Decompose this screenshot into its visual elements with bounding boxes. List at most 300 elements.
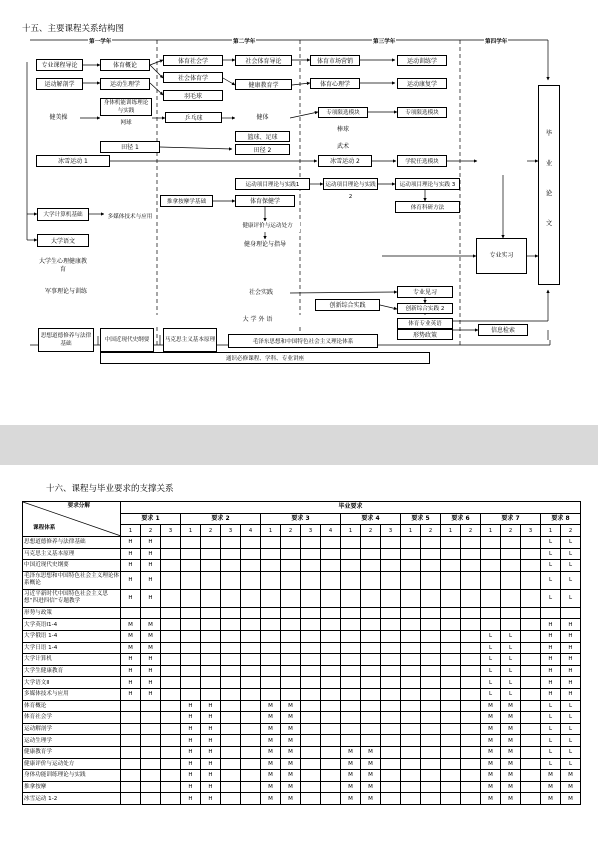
support-level xyxy=(221,548,241,560)
support-level xyxy=(241,723,261,735)
support-level: L xyxy=(541,571,561,589)
support-level xyxy=(521,746,541,758)
support-level xyxy=(521,700,541,712)
support-level xyxy=(521,781,541,793)
support-level xyxy=(481,548,501,560)
support-level xyxy=(241,619,261,631)
support-level xyxy=(361,589,381,607)
support-level: L xyxy=(501,630,521,642)
box-bingxue2: 冰雪运动 2 xyxy=(318,155,372,167)
graduation-requirements-header: 毕业要求 xyxy=(121,502,581,514)
support-level xyxy=(341,677,361,689)
support-level xyxy=(221,571,241,589)
support-level xyxy=(421,770,441,782)
support-level xyxy=(461,700,481,712)
support-level xyxy=(241,560,261,572)
support-level xyxy=(441,793,461,805)
support-level xyxy=(401,571,421,589)
support-level xyxy=(241,589,261,607)
requirement-sub: 1 xyxy=(341,525,361,537)
box-tiyu-yingyu: 体育专业英语 xyxy=(397,318,453,329)
table-row xyxy=(23,770,581,782)
support-level xyxy=(281,589,301,607)
support-level xyxy=(521,548,541,560)
support-level xyxy=(141,781,161,793)
box-jiankang-jiaoyu: 健康教育学 xyxy=(235,79,292,90)
support-level xyxy=(181,619,201,631)
support-level xyxy=(321,654,341,666)
support-level xyxy=(161,735,181,747)
support-level: H xyxy=(141,571,161,589)
support-level xyxy=(161,548,181,560)
support-level xyxy=(201,677,221,689)
support-level xyxy=(521,793,541,805)
support-level xyxy=(361,688,381,700)
support-level: H xyxy=(121,688,141,700)
support-level xyxy=(441,619,461,631)
course-name: 中国近现代史纲要 xyxy=(23,560,121,572)
box-wangqiu: 网球 xyxy=(100,118,152,128)
support-level xyxy=(361,560,381,572)
support-level xyxy=(341,589,361,607)
support-level xyxy=(461,781,481,793)
support-level xyxy=(161,654,181,666)
support-level xyxy=(161,589,181,607)
box-tiyu-gailun: 体育概论 xyxy=(100,59,150,71)
table-row xyxy=(23,619,581,631)
support-level xyxy=(241,537,261,549)
support-level: M xyxy=(261,746,281,758)
support-level xyxy=(421,688,441,700)
support-level: L xyxy=(481,677,501,689)
support-level xyxy=(301,688,321,700)
support-level xyxy=(301,770,321,782)
box-tiyu-shehuixue: 体育社会学 xyxy=(163,55,223,66)
support-level xyxy=(241,630,261,642)
support-level xyxy=(241,571,261,589)
support-level xyxy=(261,654,281,666)
support-level xyxy=(401,723,421,735)
support-level xyxy=(501,607,521,619)
support-level xyxy=(341,560,361,572)
support-level xyxy=(321,712,341,724)
support-level xyxy=(301,758,321,770)
support-level xyxy=(421,654,441,666)
support-level xyxy=(401,619,421,631)
support-level xyxy=(241,746,261,758)
support-level xyxy=(401,712,421,724)
box-tiyu-shichang: 体育市场营销 xyxy=(310,55,360,66)
page-gap xyxy=(0,425,598,465)
support-level: M xyxy=(561,781,581,793)
support-level xyxy=(521,735,541,747)
box-chuangxin2: 创新综合实践 2 xyxy=(397,303,453,314)
support-level xyxy=(281,630,301,642)
support-level xyxy=(221,560,241,572)
box-jianmeicao: 健美操 xyxy=(37,112,80,124)
support-level: M xyxy=(481,793,501,805)
requirement-sub: 2 xyxy=(461,525,481,537)
support-level xyxy=(161,619,181,631)
support-level xyxy=(361,642,381,654)
support-level xyxy=(201,548,221,560)
support-level xyxy=(361,607,381,619)
support-level xyxy=(521,770,541,782)
support-level: H xyxy=(201,758,221,770)
support-level: L xyxy=(561,712,581,724)
support-level: M xyxy=(481,770,501,782)
support-level: M xyxy=(361,746,381,758)
support-level xyxy=(321,758,341,770)
support-level xyxy=(321,537,341,549)
support-level: H xyxy=(181,746,201,758)
course-name: 习近平新时代中国特色社会主义思想“四进四信”专题教学 xyxy=(23,589,121,607)
support-level: M xyxy=(541,793,561,805)
box-duomeiti: 多媒体技术与应用 xyxy=(104,208,156,226)
support-level xyxy=(401,537,421,549)
support-level xyxy=(441,677,461,689)
support-level: H xyxy=(541,619,561,631)
support-level xyxy=(381,654,401,666)
support-level: M xyxy=(281,712,301,724)
support-level xyxy=(441,537,461,549)
support-level xyxy=(341,688,361,700)
support-level xyxy=(241,781,261,793)
support-level xyxy=(401,758,421,770)
support-level: M xyxy=(501,793,521,805)
support-level xyxy=(121,758,141,770)
support-level xyxy=(261,537,281,549)
requirement-sub: 2 xyxy=(281,525,301,537)
support-level xyxy=(521,758,541,770)
support-level xyxy=(221,589,241,607)
support-level: L xyxy=(501,642,521,654)
support-level: M xyxy=(341,793,361,805)
support-level xyxy=(421,758,441,770)
box-yundong-shengli: 运动生理学 xyxy=(100,78,150,90)
table-row xyxy=(23,700,581,712)
support-level: L xyxy=(501,688,521,700)
support-level xyxy=(341,537,361,549)
support-level xyxy=(361,619,381,631)
box-zhongguo-jindai: 中国近现代史纲要 xyxy=(100,328,154,352)
box-tianjing2: 田径 2 xyxy=(235,144,290,155)
support-level xyxy=(241,758,261,770)
support-level xyxy=(441,665,461,677)
support-level xyxy=(361,548,381,560)
support-level xyxy=(261,548,281,560)
requirement-group: 要求 4 xyxy=(341,513,401,525)
support-level xyxy=(161,630,181,642)
support-level: L xyxy=(561,700,581,712)
support-level xyxy=(221,781,241,793)
support-level xyxy=(481,589,501,607)
support-level: L xyxy=(541,537,561,549)
support-level xyxy=(161,607,181,619)
table-row xyxy=(23,642,581,654)
support-level xyxy=(241,677,261,689)
support-level xyxy=(281,548,301,560)
requirement-group: 要求 5 xyxy=(401,513,441,525)
support-level: L xyxy=(541,746,561,758)
support-level xyxy=(421,781,441,793)
support-level xyxy=(301,537,321,549)
support-level xyxy=(441,746,461,758)
box-shenti-lilun: 身体机能训练理论与实践 xyxy=(100,98,152,116)
support-level xyxy=(321,642,341,654)
support-level: L xyxy=(481,665,501,677)
support-level: M xyxy=(341,770,361,782)
course-name: 大学生健康教育 xyxy=(23,665,121,677)
box-jianshen: 健体 xyxy=(235,112,290,123)
support-level xyxy=(201,688,221,700)
table-row xyxy=(23,781,581,793)
table-row xyxy=(23,793,581,805)
support-level xyxy=(521,665,541,677)
support-level xyxy=(221,642,241,654)
support-level: L xyxy=(561,560,581,572)
support-level: M xyxy=(261,781,281,793)
support-level xyxy=(121,607,141,619)
support-level: L xyxy=(541,548,561,560)
course-name: 毛泽东思想和中国特色社会主义理论体系概论 xyxy=(23,571,121,589)
support-level xyxy=(521,589,541,607)
support-level: M xyxy=(361,781,381,793)
support-level xyxy=(441,607,461,619)
support-level xyxy=(461,619,481,631)
support-level xyxy=(401,589,421,607)
course-name: 大学英语Ⅰ1-4 xyxy=(23,619,121,631)
support-level: H xyxy=(121,548,141,560)
support-level xyxy=(381,560,401,572)
support-level xyxy=(401,560,421,572)
support-level xyxy=(281,688,301,700)
box-shehui-tiyuxue: 社会体育学 xyxy=(163,72,223,83)
support-level xyxy=(281,560,301,572)
support-level xyxy=(341,654,361,666)
box-junshi: 军事理论与训练 xyxy=(37,285,95,298)
table-row xyxy=(23,758,581,770)
support-level xyxy=(461,665,481,677)
support-level xyxy=(241,770,261,782)
support-level: H xyxy=(181,735,201,747)
support-level: H xyxy=(121,560,141,572)
support-level xyxy=(241,793,261,805)
support-level xyxy=(221,654,241,666)
requirement-sub: 2 xyxy=(361,525,381,537)
support-level xyxy=(221,793,241,805)
requirement-sub: 2 xyxy=(201,525,221,537)
support-level: L xyxy=(541,560,561,572)
support-level xyxy=(321,700,341,712)
support-level xyxy=(321,619,341,631)
support-level xyxy=(381,758,401,770)
support-level xyxy=(441,548,461,560)
box-sixiu: 思想道德修养与法律基础 xyxy=(38,328,94,352)
support-level xyxy=(381,700,401,712)
support-level: L xyxy=(561,548,581,560)
year-label: 第一学年 xyxy=(89,39,112,45)
support-level xyxy=(161,746,181,758)
box-lilun-shijian3: 运动项目理论与实践 3 xyxy=(395,178,460,190)
year-label: 第二学年 xyxy=(233,39,256,45)
support-level: H xyxy=(141,548,161,560)
support-level xyxy=(421,589,441,607)
support-level: L xyxy=(481,630,501,642)
support-level xyxy=(461,723,481,735)
support-title: 十六、课程与毕业要求的支撑关系 xyxy=(46,484,174,494)
support-level xyxy=(361,571,381,589)
table-row xyxy=(23,712,581,724)
requirement-sub: 3 xyxy=(161,525,181,537)
support-level: H xyxy=(201,746,221,758)
box-tiyu-keyan: 体育科研方法 xyxy=(395,201,460,213)
support-level xyxy=(401,677,421,689)
support-level: H xyxy=(541,677,561,689)
course-name: 体育概论 xyxy=(23,700,121,712)
support-level: M xyxy=(281,735,301,747)
support-level xyxy=(321,735,341,747)
support-level xyxy=(441,700,461,712)
support-level xyxy=(461,654,481,666)
year-label: 第四学年 xyxy=(485,39,508,45)
support-level xyxy=(241,712,261,724)
support-level xyxy=(161,665,181,677)
support-level xyxy=(161,642,181,654)
box-daxue-yuwen: 大学语文 xyxy=(37,234,89,247)
support-level xyxy=(121,793,141,805)
support-level xyxy=(381,746,401,758)
support-level xyxy=(341,735,361,747)
support-level: M xyxy=(501,770,521,782)
table-row xyxy=(23,630,581,642)
support-table xyxy=(22,501,581,805)
support-level xyxy=(281,571,301,589)
support-level xyxy=(401,746,421,758)
support-level: L xyxy=(541,589,561,607)
support-level xyxy=(521,571,541,589)
support-level xyxy=(401,700,421,712)
support-level xyxy=(301,700,321,712)
support-level xyxy=(381,688,401,700)
support-level: M xyxy=(361,793,381,805)
table-row xyxy=(23,723,581,735)
box-yundong-jiepou: 运动解剖学 xyxy=(36,78,83,90)
support-level xyxy=(181,548,201,560)
support-level: M xyxy=(561,793,581,805)
support-level xyxy=(301,735,321,747)
support-level xyxy=(301,607,321,619)
support-level xyxy=(421,735,441,747)
support-level xyxy=(421,548,441,560)
support-level: H xyxy=(121,654,141,666)
support-level xyxy=(141,758,161,770)
support-level: H xyxy=(141,560,161,572)
support-level xyxy=(381,630,401,642)
support-level xyxy=(381,781,401,793)
support-level xyxy=(501,560,521,572)
support-level xyxy=(261,665,281,677)
support-level xyxy=(221,758,241,770)
support-level xyxy=(501,619,521,631)
support-level: H xyxy=(121,665,141,677)
support-level: M xyxy=(141,630,161,642)
support-level xyxy=(201,654,221,666)
support-level: M xyxy=(361,758,381,770)
support-level xyxy=(421,619,441,631)
support-level xyxy=(381,607,401,619)
course-name: 大学日语 1-4 xyxy=(23,642,121,654)
support-level xyxy=(301,560,321,572)
support-level xyxy=(261,589,281,607)
support-level: H xyxy=(201,781,221,793)
support-level: H xyxy=(201,735,221,747)
support-level xyxy=(221,677,241,689)
thesis-char: 文 xyxy=(545,219,553,227)
table-row xyxy=(23,654,581,666)
support-level xyxy=(381,589,401,607)
requirement-sub: 1 xyxy=(181,525,201,537)
support-level xyxy=(261,688,281,700)
support-level: M xyxy=(501,735,521,747)
support-level xyxy=(341,571,361,589)
requirement-sub: 1 xyxy=(441,525,461,537)
table-row xyxy=(23,560,581,572)
support-level xyxy=(161,712,181,724)
support-level xyxy=(301,677,321,689)
support-level xyxy=(401,770,421,782)
support-level: M xyxy=(261,712,281,724)
support-level xyxy=(341,607,361,619)
support-page xyxy=(0,465,598,851)
support-level: H xyxy=(561,677,581,689)
support-level: M xyxy=(141,619,161,631)
support-level xyxy=(361,700,381,712)
support-level xyxy=(361,723,381,735)
support-level xyxy=(301,712,321,724)
support-level: L xyxy=(561,758,581,770)
requirement-group: 要求 8 xyxy=(541,513,581,525)
corner-cell xyxy=(23,502,121,537)
support-level xyxy=(141,793,161,805)
table-row xyxy=(23,589,581,607)
support-level: H xyxy=(141,654,161,666)
support-level xyxy=(521,688,541,700)
support-level: L xyxy=(541,758,561,770)
thesis-char: 论 xyxy=(545,189,553,197)
support-level: H xyxy=(541,630,561,642)
support-level xyxy=(181,654,201,666)
support-level: H xyxy=(541,642,561,654)
box-lilun-shijian1: 运动项目理论与实践1 xyxy=(235,178,310,190)
support-level xyxy=(321,793,341,805)
support-level xyxy=(121,735,141,747)
support-level: H xyxy=(561,665,581,677)
support-level: M xyxy=(121,642,141,654)
support-level xyxy=(501,571,521,589)
support-level xyxy=(321,688,341,700)
support-level xyxy=(521,630,541,642)
course-name: 大学俄语 1-4 xyxy=(23,630,121,642)
support-level xyxy=(261,619,281,631)
support-level: M xyxy=(481,712,501,724)
support-level xyxy=(201,607,221,619)
year-label: 第三学年 xyxy=(373,39,396,45)
support-level xyxy=(461,712,481,724)
support-level xyxy=(221,723,241,735)
support-level xyxy=(161,770,181,782)
support-level xyxy=(121,781,141,793)
